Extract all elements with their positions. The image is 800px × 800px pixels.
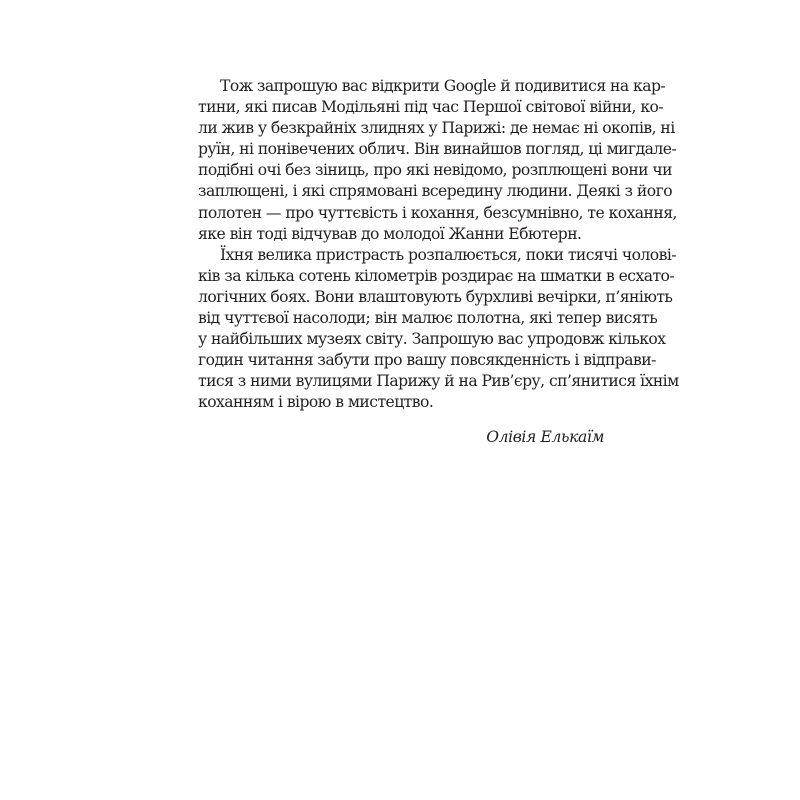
text-line: яке він тоді відчував до молодої Жанни Ебютерн. [198, 224, 582, 243]
text-line: ли жив у безкрайніх злиднях у Парижі: де немає ні окопів, ні [198, 119, 675, 138]
text-line: ків за кілька сотень кілометрів роздирає на шматки в есхато- [198, 266, 675, 285]
paragraph-2 [198, 245, 679, 414]
text-line: подібні очі без зіниць, про які невідомо, розплющені вони чи [198, 161, 673, 180]
text-line: тися з ними вулицями Парижу й на Рив’єру, сп’янитися їхнім [198, 372, 679, 391]
text-line: Тож запрошую вас відкрити Google й подивитися на кар- [220, 77, 666, 95]
text-line: тини, які писав Модільяні під час Першої світової війни, ко- [198, 98, 664, 117]
text-line: логічних боях. Вони влаштовують бурхливі вечірки, п’яніють [198, 287, 673, 306]
text-line: від чуттєвої насолоди; він малює полотна, які тепер висять [198, 309, 658, 328]
author-signature: Олівія Елькаїм [486, 428, 604, 446]
text-line: коханням і вірою в мистецтво. [198, 393, 434, 412]
text-line: полотен — про чуттєвість і кохання, безсумнівно, те кохання, [198, 203, 677, 222]
text-line: у найбільших музеях світу. Запрошую вас упродовж кількох [198, 330, 666, 349]
body-text [198, 76, 679, 414]
text-line: руїн, ні понівечених облич. Він винайшов погляд, ці мигдале- [198, 140, 677, 159]
text-line: заплющені, і які спрямовані всередину людини. Деякі з його [198, 182, 673, 201]
paragraph-1 [198, 76, 677, 245]
text-line: годин читання забути про вашу повсякденність і відправи- [198, 351, 656, 370]
text-line: Їхня велика пристрасть розпалюється, поки тисячі чолові- [220, 245, 676, 264]
